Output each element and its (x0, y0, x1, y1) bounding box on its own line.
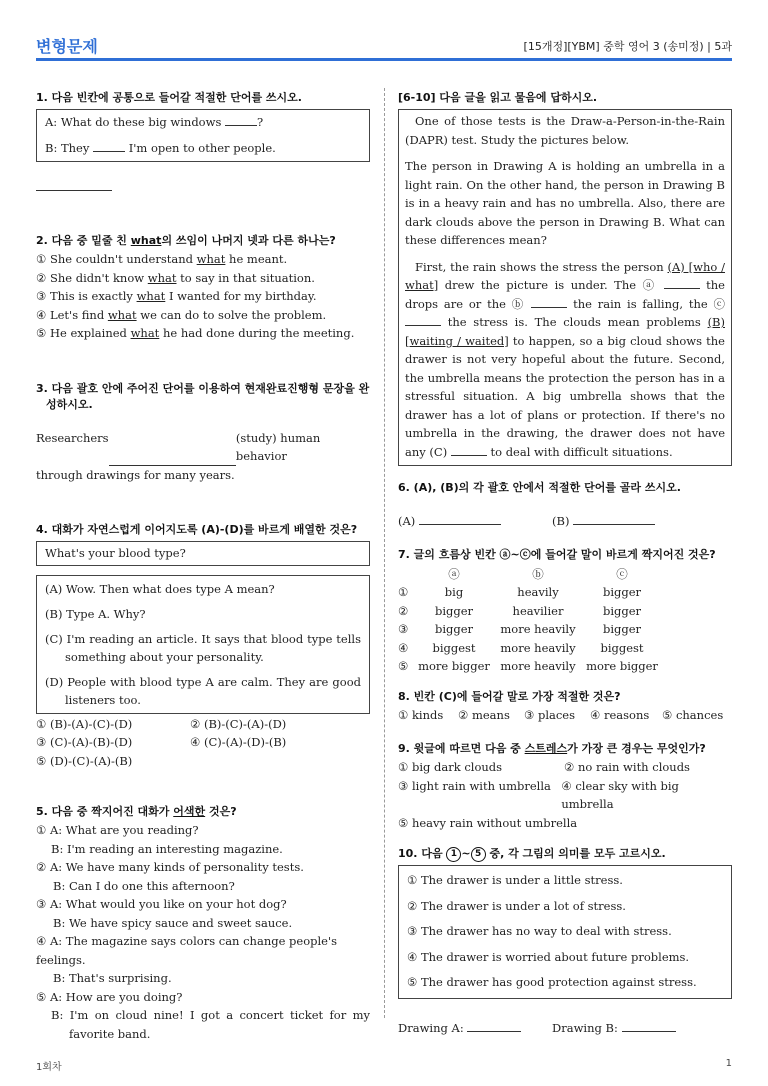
dialog-a-text: A: What do these big windows (45, 115, 222, 129)
option[interactable]: ③ The drawer has no way to deal with stress. (407, 924, 672, 938)
header-b: ⓑ (532, 566, 544, 581)
option[interactable]: ④ The drawer is worried about future problems. (407, 949, 690, 964)
answer-a-label: (A) (398, 514, 416, 528)
passage-choice-a: (A) [who / what] (405, 259, 725, 292)
circled-number-5: 5 (471, 847, 486, 862)
blank-a (664, 278, 700, 289)
question-10-options-box (398, 865, 732, 999)
dialog-b: B: That's surprising. (53, 971, 172, 985)
blank[interactable] (573, 514, 655, 525)
question-8-prompt: 8. 빈칸 (C)에 들어갈 말로 가장 적절한 것은? (398, 689, 621, 703)
passage-text: the stress is. The clouds mean problems (441, 315, 708, 329)
option[interactable] (36, 269, 370, 288)
cell: more bigger (586, 659, 658, 673)
option-text: ② She didn't know (36, 270, 148, 285)
question-3 (36, 381, 370, 485)
answer-line[interactable] (36, 190, 112, 191)
blank-c (405, 315, 441, 326)
cell: more heavily (500, 640, 576, 655)
cell: bigger (602, 585, 642, 599)
q9-prompt-word: 스트레스 (524, 742, 568, 755)
cell: bigger (434, 622, 474, 636)
item-d: (D) People with blood type A are calm. They are good listeners too. (45, 674, 361, 707)
question-7-table (398, 565, 732, 676)
q10-prompt-post: 중, 각 그림의 의미를 모두 고르시오. (485, 847, 666, 860)
option-underline: what (130, 326, 160, 340)
question-9-prompt (398, 741, 732, 757)
option[interactable] (36, 988, 370, 1044)
q9-prompt-pre: 9. 윗글에 따르면 다음 중 (398, 742, 525, 755)
q5-prompt-word: 어색한 (173, 805, 206, 818)
q10-prompt-pre: 10. 다음 (398, 847, 447, 860)
question-2 (36, 233, 370, 343)
question-1-dialog-box (36, 109, 370, 162)
question-9-options (398, 758, 732, 832)
dialog-b-text: B: They (45, 141, 90, 155)
option[interactable]: ③ (C)-(A)-(B)-(D) (36, 735, 133, 749)
cell: bigger (602, 622, 642, 636)
question-10-prompt (398, 846, 732, 862)
cell: biggest (432, 640, 476, 655)
passage-paragraph-3 (405, 258, 725, 462)
dialog-a: ④ A: The magazine says colors can change people's feelings. (36, 934, 338, 967)
question-4-items-box (36, 575, 370, 714)
blank[interactable] (419, 514, 501, 525)
row-number: ④ (398, 640, 409, 655)
item-c: (C) I'm reading an article. It says that blood type tells something about your personality. (45, 631, 361, 664)
question-4-prompt: 4. 대화가 자연스럽게 이어지도록 (A)-(D)를 바르게 배열한 것은? (36, 523, 358, 536)
answer-b[interactable] (552, 512, 655, 531)
cell: more heavily (500, 659, 576, 673)
question-3-prompt: 3. 다음 괄호 안에 주어진 단어를 이용하여 현재완료진행형 문장을 완성하시오. (36, 381, 370, 411)
question-4 (36, 522, 370, 770)
option[interactable]: ⑤ heavy rain without umbrella (398, 815, 578, 830)
cell: heavilier (512, 603, 564, 618)
option[interactable]: ① big dark clouds (398, 760, 503, 774)
answer-b-label: (B) (552, 514, 570, 528)
question-4-options (36, 715, 370, 771)
textbook-info: [15개정][YBM] 중학 영어 3 (송미정) | 5과 (523, 40, 732, 53)
header-a: ⓐ (448, 566, 460, 581)
row-number: ⑤ (398, 659, 409, 673)
passage-text: First, the rain shows the stress the person (415, 259, 668, 274)
option[interactable]: ② means (458, 707, 510, 722)
q10-range-sep: ~ (461, 847, 471, 860)
sentence-line-2: through drawings for many years. (36, 467, 235, 482)
page-number: 1 (725, 1058, 732, 1069)
question-6-answers (398, 512, 732, 531)
drawing-a-answer[interactable] (398, 1019, 552, 1038)
option-text: we can do to solve the problem. (136, 307, 327, 322)
passage-text: the drops are or the ⓑ (405, 278, 725, 311)
blank (225, 115, 257, 126)
option[interactable]: ① kinds (398, 707, 444, 722)
option-text: ④ Let's find (36, 307, 108, 322)
table-header (398, 565, 732, 584)
row-number: ② (398, 603, 409, 618)
question-5-options (36, 821, 370, 1043)
question-8-options (398, 706, 732, 725)
dialog-b: B: I'm reading an interesting magazine. (51, 841, 283, 856)
round-label: 1회차 (36, 1062, 62, 1073)
option[interactable] (36, 324, 370, 343)
table-row[interactable] (398, 602, 732, 621)
blank-b (531, 297, 567, 308)
cell: more heavily (500, 622, 576, 636)
option[interactable]: ① (B)-(A)-(C)-(D) (36, 716, 133, 731)
q2-prompt-post: 의 쓰임이 나머지 넷과 다른 하나는? (161, 234, 336, 247)
sentence-line-1 (36, 429, 370, 466)
dialog-line-a (45, 112, 361, 132)
option[interactable]: ② (B)-(C)-(A)-(D) (190, 716, 287, 731)
dialog-a-end: ? (257, 115, 264, 129)
question-2-options (36, 250, 370, 343)
dialog-a: ③ A: What would you like on your hot dog? (36, 897, 287, 911)
item-b: (B) Type A. Why? (45, 606, 146, 621)
q5-prompt-pre: 5. 다음 중 짝지어진 대화가 (36, 805, 174, 818)
table-row[interactable] (398, 657, 732, 676)
passage-text: to happen, so a big cloud shows the drawer is not very hopeful about the future. Second, the umbrella means the protection the person has in a stressful situation. A big umbrella shows that the drawer has a lot of plans or protection. If there's no umbrella in the drawing, the drawer does not have any (C) (405, 333, 725, 459)
option[interactable]: ③ light rain with umbrella (398, 778, 551, 793)
option-text: I wanted for my birthday. (165, 289, 317, 303)
table-row[interactable] (398, 583, 732, 602)
option[interactable]: ③ places (524, 707, 576, 722)
question-7 (398, 547, 732, 676)
drawing-b-answer[interactable] (552, 1019, 676, 1038)
option[interactable]: ④ reasons (590, 707, 650, 722)
option[interactable] (36, 858, 370, 895)
option[interactable] (36, 932, 370, 988)
sentence-answer[interactable] (109, 429, 370, 466)
sentence-rest: (study) human behavior (235, 430, 321, 463)
option-text: ⑤ He explained (36, 326, 131, 340)
dialog-line-b (45, 138, 361, 158)
dialog-a: ② A: We have many kinds of personality tests. (36, 860, 304, 874)
row-number: ① (398, 585, 409, 599)
question-4-opener-box: What's your blood type? (36, 541, 370, 566)
blank (93, 141, 125, 152)
option-underline: what (147, 270, 177, 285)
passage-paragraph-1: One of those tests is the Draw-a-Person-in-the-Rain (DAPR) test. Study the pictures below. (405, 114, 725, 147)
dialog-a: ① A: What are you reading? (36, 823, 199, 837)
question-9 (398, 741, 732, 832)
q9-prompt-post: 가 가장 큰 경우는 무엇인가? (567, 742, 706, 755)
option-text: he meant. (225, 252, 288, 266)
option[interactable] (36, 287, 370, 306)
passage-text: drew the picture is under. The ⓐ (438, 278, 664, 292)
cell: biggest (600, 640, 644, 655)
answer-a[interactable] (398, 512, 552, 531)
option[interactable]: ② The drawer is under a lot of stress. (407, 898, 626, 913)
dialog-a: ⑤ A: How are you doing? (36, 989, 183, 1004)
question-5-prompt (36, 804, 370, 820)
dialog-b: B: We have spicy sauce and sweet sauce. (53, 915, 293, 930)
sentence-start: Researchers (36, 430, 109, 445)
passage-text: to deal with difficult situations. (486, 444, 673, 459)
option[interactable]: ④ (C)-(A)-(D)-(B) (190, 735, 287, 749)
option[interactable] (36, 895, 370, 932)
option-text: ③ This is exactly (36, 289, 137, 303)
question-1-prompt: 1. 다음 빈칸에 공통으로 들어갈 적절한 단어를 쓰시오. (36, 91, 302, 104)
drawing-b-label: Drawing B: (552, 1020, 618, 1035)
option[interactable]: ⑤ The drawer has good protection against stress. (407, 975, 697, 989)
option[interactable]: ④ clear sky with big umbrella (561, 778, 679, 811)
option[interactable]: ⑤ chances (662, 707, 724, 722)
right-column (398, 90, 732, 1037)
dialog-b: B: I'm on cloud nine! I got a concert ticket for my favorite band. (51, 1008, 370, 1041)
table-row[interactable] (398, 620, 732, 639)
question-10 (398, 846, 732, 1037)
q2-prompt-pre: 2. 다음 중 밑줄 친 (36, 234, 131, 247)
blank-c-word (451, 445, 487, 456)
option[interactable]: ② no rain with clouds (564, 760, 690, 774)
header-c: ⓒ (616, 566, 628, 581)
option-text: he had done during the meeting. (159, 326, 355, 340)
option-text: to say in that situation. (176, 270, 315, 285)
option[interactable] (36, 250, 370, 269)
question-8 (398, 689, 732, 725)
option[interactable]: ⑤ (D)-(C)-(A)-(B) (36, 753, 133, 768)
circled-number-1: 1 (446, 847, 461, 862)
page-title: 변형문제 (36, 37, 98, 56)
drawing-a-label: Drawing A: (398, 1020, 464, 1035)
column-divider (384, 88, 385, 1018)
option[interactable] (36, 306, 370, 325)
passage-paragraph-2: The person in Drawing A is holding an umbrella in a light rain. On the other hand, the person in Drawing B is in a heavy rain and has no umbrella. Also, there are dark clouds above the person in Drawing B. What can these differences mean? (405, 159, 725, 247)
item-a: (A) Wow. Then what does type A mean? (45, 581, 275, 596)
option[interactable] (36, 821, 370, 858)
cell: big (444, 585, 464, 599)
question-6 (398, 480, 732, 531)
option[interactable]: ① The drawer is under a little stress. (407, 873, 623, 887)
left-column (36, 90, 370, 1043)
passage-choice-b: (B) [waiting / waited] (405, 315, 725, 348)
question-6-prompt: 6. (A), (B)의 각 괄호 안에서 적절한 단어를 골라 쓰시오. (398, 481, 681, 494)
table-row[interactable] (398, 639, 732, 658)
dialog-b-end: I'm open to other people. (128, 141, 276, 155)
cell: heavily (517, 585, 559, 599)
question-3-sentence (36, 429, 370, 485)
cell: bigger (434, 603, 474, 618)
dialog-b: B: Can I do one this afternoon? (53, 878, 235, 893)
blank[interactable] (622, 1021, 676, 1032)
question-5 (36, 804, 370, 1043)
question-7-prompt: 7. 글의 흐름상 빈칸 ⓐ~ⓒ에 들어갈 말이 바르게 짝지어진 것은? (398, 547, 716, 561)
blank[interactable] (109, 455, 236, 466)
cell: bigger (602, 603, 642, 618)
header-rule (36, 58, 732, 61)
option-underline: what (107, 307, 137, 322)
q2-prompt-word: what (130, 234, 162, 247)
option-underline: what (136, 289, 166, 303)
question-2-prompt (36, 233, 370, 249)
passage-section (398, 90, 732, 466)
passage-box (398, 109, 732, 466)
q5-prompt-post: 것은? (205, 805, 237, 818)
option-text: ① She couldn't understand (36, 252, 197, 266)
question-1 (36, 90, 370, 191)
row-number: ③ (398, 622, 409, 636)
question-10-answers (398, 1019, 732, 1038)
cell: more bigger (418, 659, 490, 673)
passage-prompt: [6-10] 다음 글을 읽고 물음에 답하시오. (398, 91, 598, 104)
blank[interactable] (467, 1021, 521, 1032)
passage-text: the rain is falling, the ⓒ (567, 296, 725, 311)
option-underline: what (196, 252, 226, 266)
